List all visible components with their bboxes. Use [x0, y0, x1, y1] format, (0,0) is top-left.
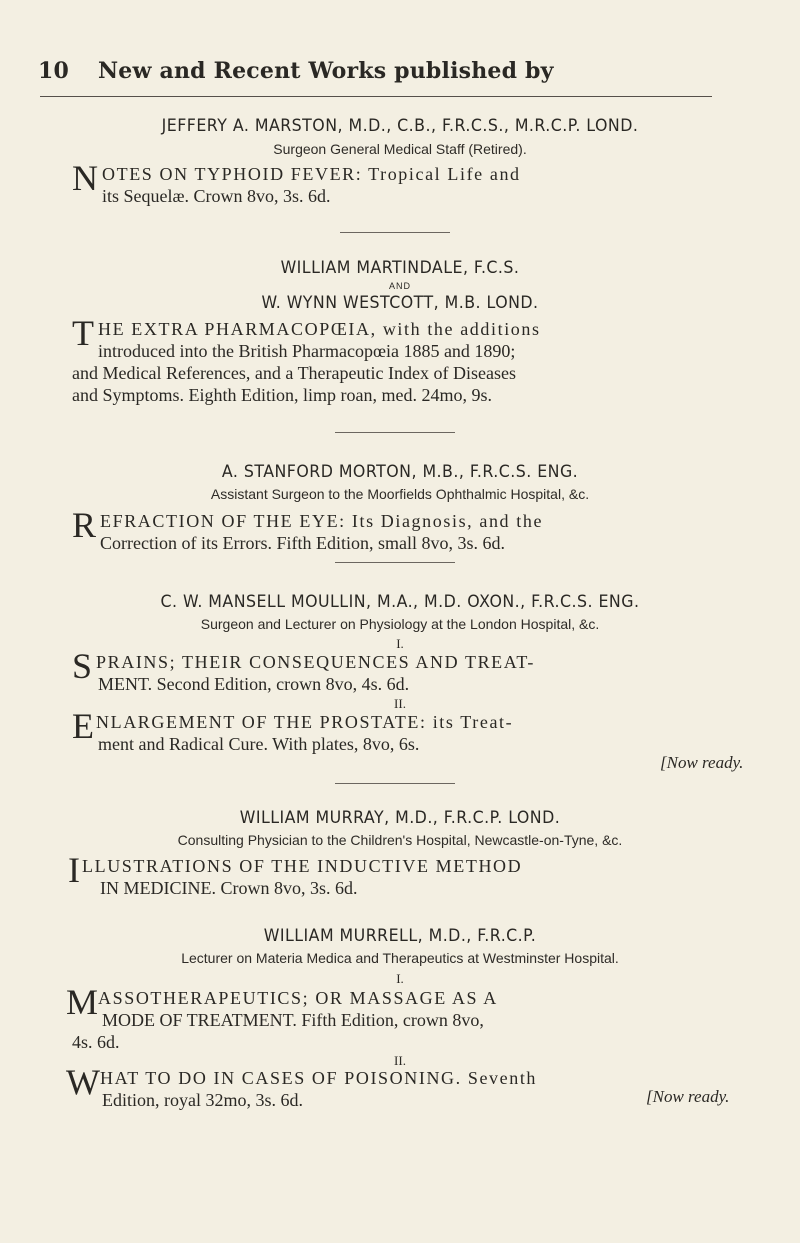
work-detail-line: Correction of its Errors. Fifth Edition, small 8vo, 3s. 6d.: [100, 533, 505, 553]
section-divider: [335, 783, 455, 784]
work-detail-line: Edition, royal 32mo, 3s. 6d.: [102, 1090, 303, 1110]
section-divider: [335, 562, 455, 563]
conjunction: AND: [388, 281, 411, 291]
availability-note: [Now ready.: [646, 1087, 730, 1106]
author-name: WILLIAM MURRAY, M.D., F.R.C.P. LOND.: [239, 808, 561, 828]
drop-cap: W: [66, 1062, 100, 1102]
work-title-line: PRAINS; THEIR CONSEQUENCES AND TREAT-: [96, 652, 535, 672]
header-title: New and Recent Works published by: [98, 58, 554, 84]
author-credential: Lecturer on Materia Medica and Therapeutics at Westminster Hospital.: [181, 950, 619, 966]
co-author-name: W. WYNN WESTCOTT, M.B. LOND.: [261, 293, 539, 313]
section-divider: [335, 432, 455, 433]
running-header: [38, 58, 758, 84]
author-name: C. W. MANSELL MOULLIN, M.A., M.D. OXON., F.R.C.S. ENG.: [160, 592, 640, 612]
author-name: A. STANFORD MORTON, M.B., F.R.C.S. ENG.: [221, 462, 579, 482]
drop-cap: S: [72, 646, 93, 686]
work-numeral: I.: [396, 636, 404, 651]
work-title-line: ASSOTHERAPEUTICS; OR MASSAGE AS A: [98, 988, 498, 1008]
work-title-line: NLARGEMENT OF THE PROSTATE: its Treat-: [96, 712, 514, 732]
work-title-line: OTES ON TYPHOID FEVER: Tropical Life and: [102, 164, 521, 184]
author-credential: Surgeon General Medical Staff (Retired).: [273, 141, 527, 157]
drop-cap: R: [72, 505, 97, 545]
work-detail-line: and Symptoms. Eighth Edition, limp roan, med. 24mo, 9s.: [72, 385, 492, 405]
work-title-line: HAT TO DO IN CASES OF POISONING. Seventh: [100, 1068, 538, 1088]
author-credential: Assistant Surgeon to the Moorfields Ophthalmic Hospital, &c.: [210, 486, 590, 502]
work-detail-line: 4s. 6d.: [72, 1032, 120, 1052]
drop-cap: N: [72, 158, 98, 198]
work-title-line: HE EXTRA PHARMACOPŒIA, with the additions: [98, 319, 541, 339]
work-detail-line: its Sequelæ. Crown 8vo, 3s. 6d.: [102, 186, 331, 206]
drop-cap: I: [68, 850, 80, 890]
work-numeral: II.: [394, 1053, 406, 1068]
work-detail-line: ment and Radical Cure. With plates, 8vo, 6s.: [98, 734, 420, 754]
author-name: WILLIAM MURRELL, M.D., F.R.C.P.: [263, 926, 537, 946]
work-detail-line: IN MEDICINE. Crown 8vo, 3s. 6d.: [100, 878, 358, 898]
work-detail-line: and Medical References, and a Therapeutic Index of Diseases: [72, 363, 516, 383]
work-numeral: I.: [396, 971, 404, 986]
work-title-line: EFRACTION OF THE EYE: Its Diagnosis, and the: [100, 511, 544, 531]
section-divider: [340, 232, 450, 233]
page-number: 10: [38, 58, 70, 84]
work-numeral: II.: [394, 696, 406, 711]
header-rule: [40, 96, 712, 97]
drop-cap: M: [66, 982, 99, 1022]
work-detail-line: MENT. Second Edition, crown 8vo, 4s. 6d.: [98, 674, 410, 694]
work-detail-line: MODE OF TREATMENT. Fifth Edition, crown 8vo,: [102, 1010, 484, 1030]
work-detail-line: introduced into the British Pharmacopœia 1885 and 1890;: [98, 341, 516, 361]
author-name: WILLIAM MARTINDALE, F.C.S.: [280, 258, 520, 278]
author-credential: Surgeon and Lecturer on Physiology at the London Hospital, &c.: [200, 616, 600, 632]
work-title-line: LLUSTRATIONS OF THE INDUCTIVE METHOD: [82, 856, 523, 876]
availability-note: [Now ready.: [660, 753, 744, 772]
author-name: JEFFERY A. MARSTON, M.D., C.B., F.R.C.S., M.R.C.P. LOND.: [161, 116, 639, 136]
author-credential: Consulting Physician to the Children's Hospital, Newcastle-on-Tyne, &c.: [177, 832, 623, 848]
drop-cap: E: [72, 706, 94, 746]
drop-cap: T: [72, 313, 94, 353]
